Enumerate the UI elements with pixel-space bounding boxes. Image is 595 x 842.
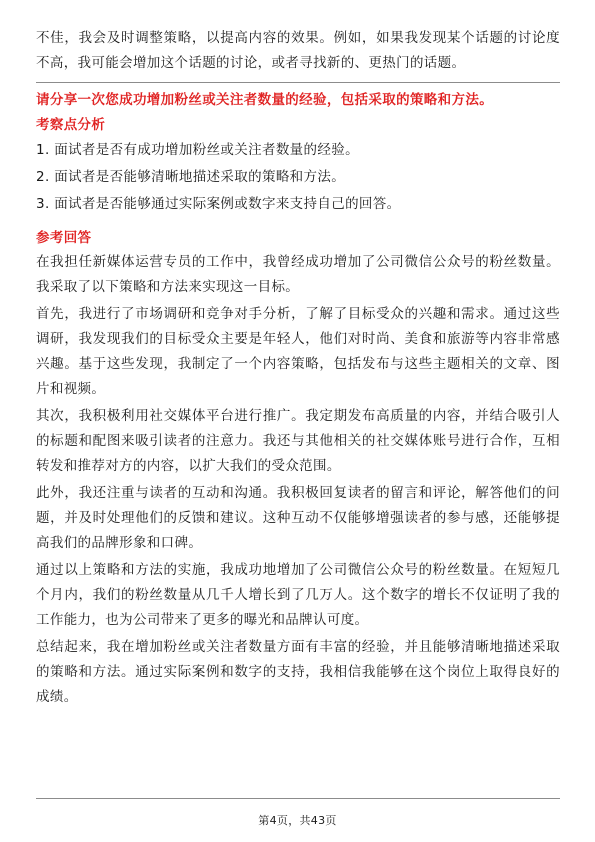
analysis-title: 考察点分析 (36, 117, 106, 133)
answer-paragraph: 首先，我进行了市场调研和竞争对手分析，了解了目标受众的兴趣和需求。通过这些调研，我发现我们的目标受众主要是年轻人，他们对时尚、美食和旅游等内容非常感兴趣。基于这些发现，我制定了一个内容策略，包括发布与这些主题相关的文章、图片和视频。 (36, 306, 560, 397)
analysis-point: 2. 面试者是否能够清晰地描述采取的策略和方法。 (36, 169, 346, 185)
analysis-points (36, 137, 560, 218)
answer-paragraph: 通过以上策略和方法的实施，我成功地增加了公司微信公众号的粉丝数量。在短短几个月内，我们的粉丝数量从几千人增长到了几万人。这个数字的增长不仅证明了我的工作能力，也为公司带来了更多的曝光和品牌认可度。 (36, 562, 560, 628)
answer-title: 参考回答 (36, 230, 92, 246)
page-content (36, 26, 560, 712)
answer-paragraph: 总结起来，我在增加粉丝或关注者数量方面有丰富的经验，并且能够清晰地描述采取的策略和方法。通过实际案例和数字的支持，我相信我能够在这个岗位上取得良好的成绩。 (36, 639, 560, 705)
answer-paragraph: 在我担任新媒体运营专员的工作中，我曾经成功增加了公司微信公众号的粉丝数量。我采取了以下策略和方法来实现这一目标。 (36, 254, 560, 295)
page-number: 第4页，共43页 (258, 814, 337, 827)
analysis-point: 3. 面试者是否能够通过实际案例或数字来支持自己的回答。 (36, 196, 401, 212)
answer-paragraph: 其次，我积极利用社交媒体平台进行推广。我定期发布高质量的内容，并结合吸引人的标题和配图来吸引读者的注意力。我还与其他相关的社交媒体账号进行合作，互相转发和推荐对方的内容，以扩大我们的受众范围。 (36, 408, 560, 474)
footer-divider (36, 798, 560, 799)
analysis-point: 1. 面试者是否有成功增加粉丝或关注者数量的经验。 (36, 142, 359, 158)
intro-paragraph: 不佳，我会及时调整策略，以提高内容的效果。例如，如果我发现某个话题的讨论度不高，我可能会增加这个话题的讨论，或者寻找新的、更热门的话题。 (36, 30, 560, 71)
answer-paragraph: 此外，我还注重与读者的互动和沟通。我积极回复读者的留言和评论，解答他们的问题，并及时处理他们的反馈和建议。这种互动不仅能够增强读者的参与感，还能够提高我们的品牌形象和口碑。 (36, 485, 560, 551)
section-divider (36, 82, 560, 83)
answer-body (36, 250, 560, 710)
question-heading: 请分享一次您成功增加粉丝或关注者数量的经验，包括采取的策略和方法。 (36, 92, 494, 108)
